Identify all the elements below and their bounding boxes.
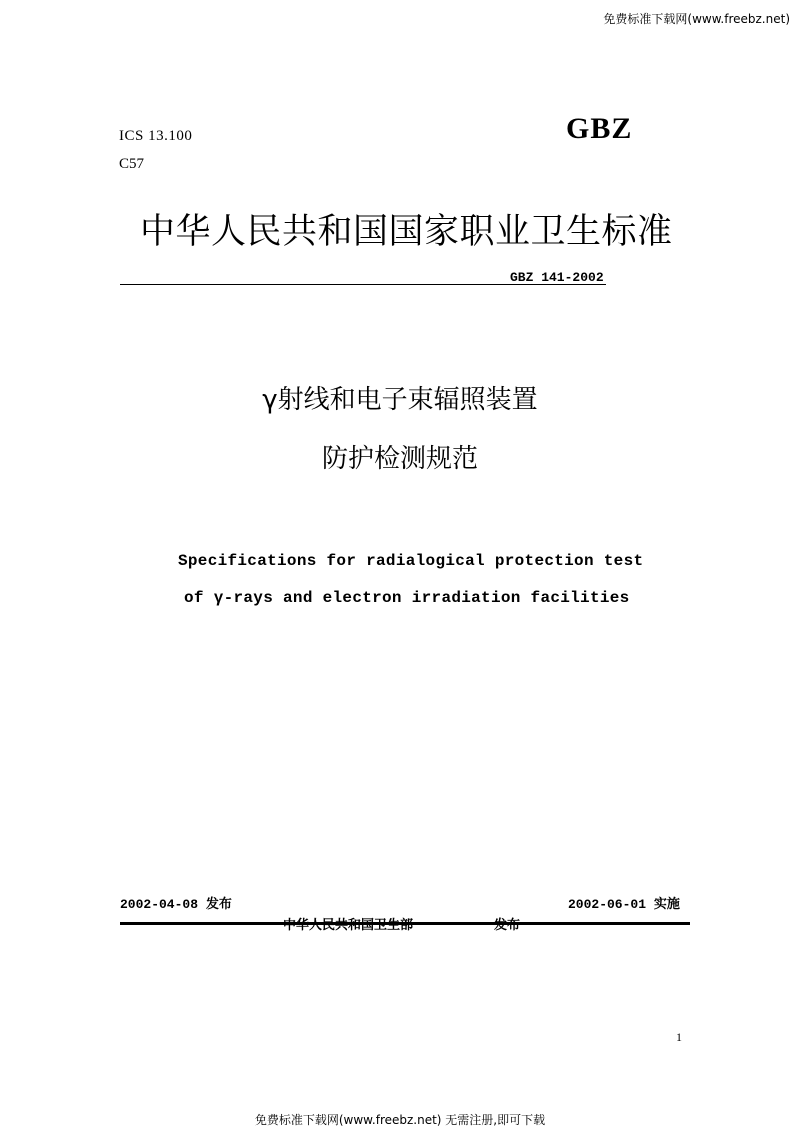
issue-date: 2002-04-08 发布: [120, 897, 232, 912]
title-english-line-1: Specifications for radialogical protection test: [178, 552, 644, 570]
issuer-name: 中华人民共和国卫生部: [283, 918, 414, 933]
watermark-bottom-text: 免费标准下载网(www.freebz.net) 无需注册,即可下载: [254, 1113, 546, 1127]
gbz-mark: GBZ: [566, 112, 633, 145]
standard-number: GBZ 141-2002: [510, 270, 604, 285]
title-english-line-2: of γ-rays and electron irradiation facilities: [184, 589, 630, 607]
title-chinese-line-1: γ射线和电子束辐照装置: [262, 385, 538, 415]
standard-body-title: 中华人民共和国国家职业卫生标准: [140, 212, 673, 252]
title-chinese-line-2: 防护检测规范: [321, 444, 478, 474]
page-number: 1: [676, 1030, 682, 1044]
ics-code: ICS 13.100: [119, 128, 193, 144]
watermark-top-text: 免费标准下载网(www.freebz.net): [603, 12, 790, 26]
classification-code: C57: [119, 156, 145, 172]
issuer-action: 发布: [494, 918, 521, 933]
footer-divider: [120, 922, 690, 925]
implementation-date: 2002-06-01 实施: [568, 897, 680, 912]
